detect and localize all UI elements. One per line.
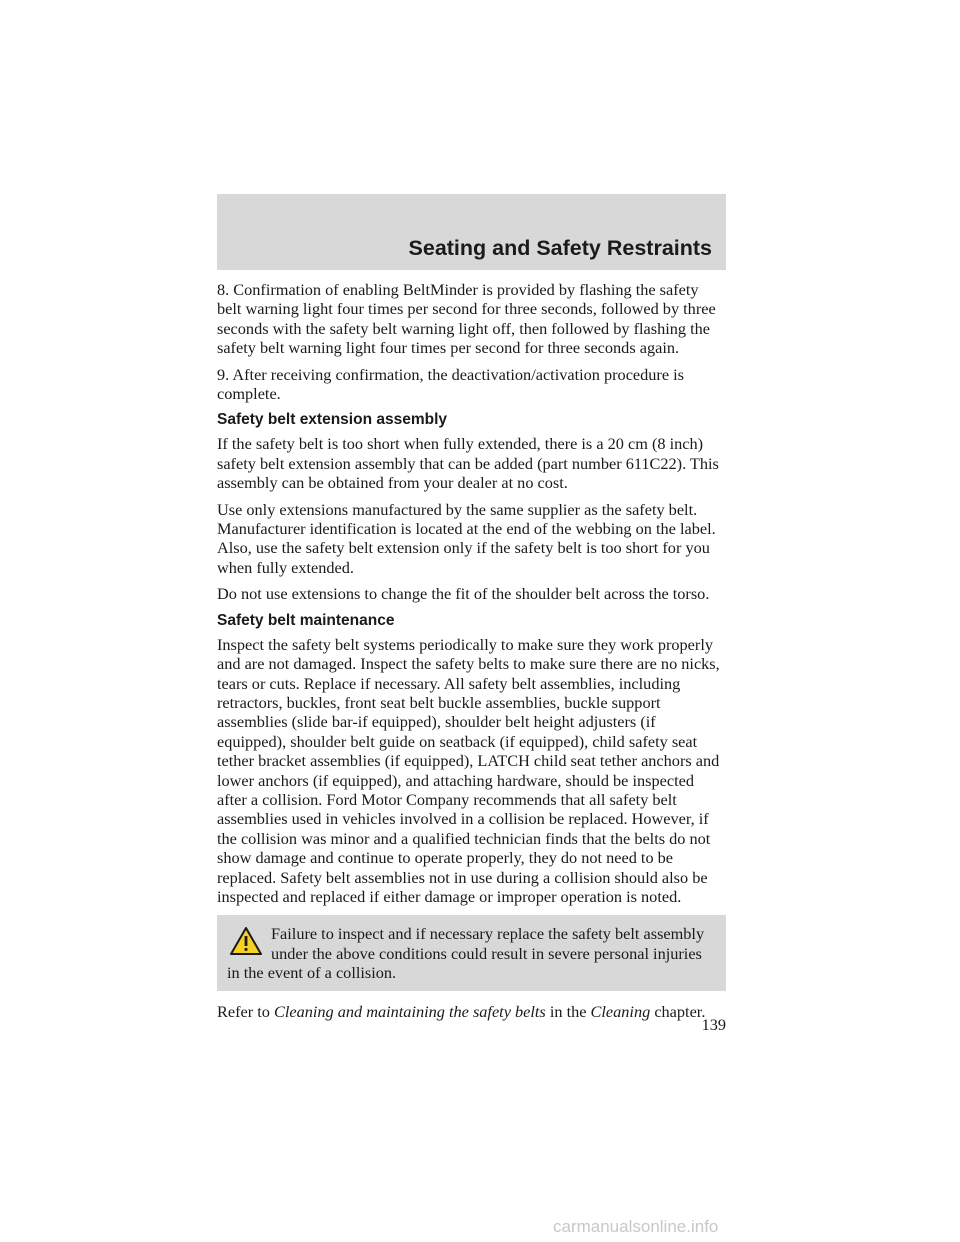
section-title: Seating and Safety Restraints bbox=[408, 236, 712, 260]
page-number: 139 bbox=[701, 1015, 726, 1034]
watermark-text: carmanualsonline.info bbox=[553, 1217, 719, 1236]
warning-text: Failure to inspect and if necessary replace the safety belt assembly under the above conditions could result in severe personal injuries in the event of a collision. bbox=[227, 924, 705, 983]
refer-prefix: Refer to bbox=[217, 1001, 270, 1021]
refer-link-safety-belts: Cleaning and maintaining the safety belts bbox=[273, 1001, 546, 1021]
extension-paragraph-2: Use only extensions manufactured by the same supplier as the safety belt. Manufacturer identification is located at the end of the webbing on the label. Also, use the safety belt extension only if the safety belt is too short for you when fully extended. bbox=[217, 499, 716, 577]
extension-heading: Safety belt extension assembly bbox=[217, 411, 448, 429]
extension-paragraph-1: If the safety belt is too short when fully extended, there is a 20 cm (8 inch) safety belt extension assembly that can be added (part number 611C22). This assembly can be obtained from your dealer at no cost. bbox=[217, 434, 719, 493]
refer-suffix: chapter. bbox=[654, 1001, 706, 1021]
refer-link-cleaning: Cleaning bbox=[590, 1001, 651, 1021]
maintenance-paragraph: Inspect the safety belt systems periodically to make sure they work properly and are not damaged. Inspect the safety belts to make sure there are no nicks, tears or cuts. Replace if necessary. All safety belt assemblies, including retractors, buckles, front seat belt buckle assemblies, buckle support assemblies (slide bar-if equipped), shoulder belt height adjusters (if equipped), shoulder belt guide on seatback (if equipped), child safety seat tether bracket assemblies (if equipped), LATCH child seat tether anchors and lower anchors (if equipped), and attaching hardware, should be inspected after a collision. Ford Motor Company recommends that all safety belt assemblies used in vehicles involved in a collision be replaced. However, if the collision was minor and a qualified technician finds that the belts do not show damage and continue to operate properly, they do not need to be replaced. Safety belt assemblies not in use during a collision should also be inspected and replaced if either damage or improper operation is noted. bbox=[217, 634, 720, 906]
step-8-paragraph: 8. Confirmation of enabling BeltMinder is provided by flashing the safety belt warning light four times per second for three seconds, followed by three seconds with the safety belt warning light off, then followed by flashing the safety belt warning light four times per second for three seconds again. bbox=[217, 280, 716, 358]
warning-triangle-icon bbox=[229, 926, 263, 956]
warning-box bbox=[217, 915, 726, 990]
section-header-band bbox=[217, 194, 726, 270]
extension-paragraph-3: Do not use extensions to change the fit of the shoulder belt across the torso. bbox=[217, 584, 710, 604]
maintenance-heading: Safety belt maintenance bbox=[217, 611, 395, 629]
page-content bbox=[217, 280, 726, 1028]
step-9-paragraph: 9. After receiving confirmation, the deactivation/activation procedure is complete. bbox=[217, 364, 685, 404]
refer-paragraph bbox=[217, 1002, 726, 1021]
refer-middle: in the bbox=[549, 1001, 587, 1021]
